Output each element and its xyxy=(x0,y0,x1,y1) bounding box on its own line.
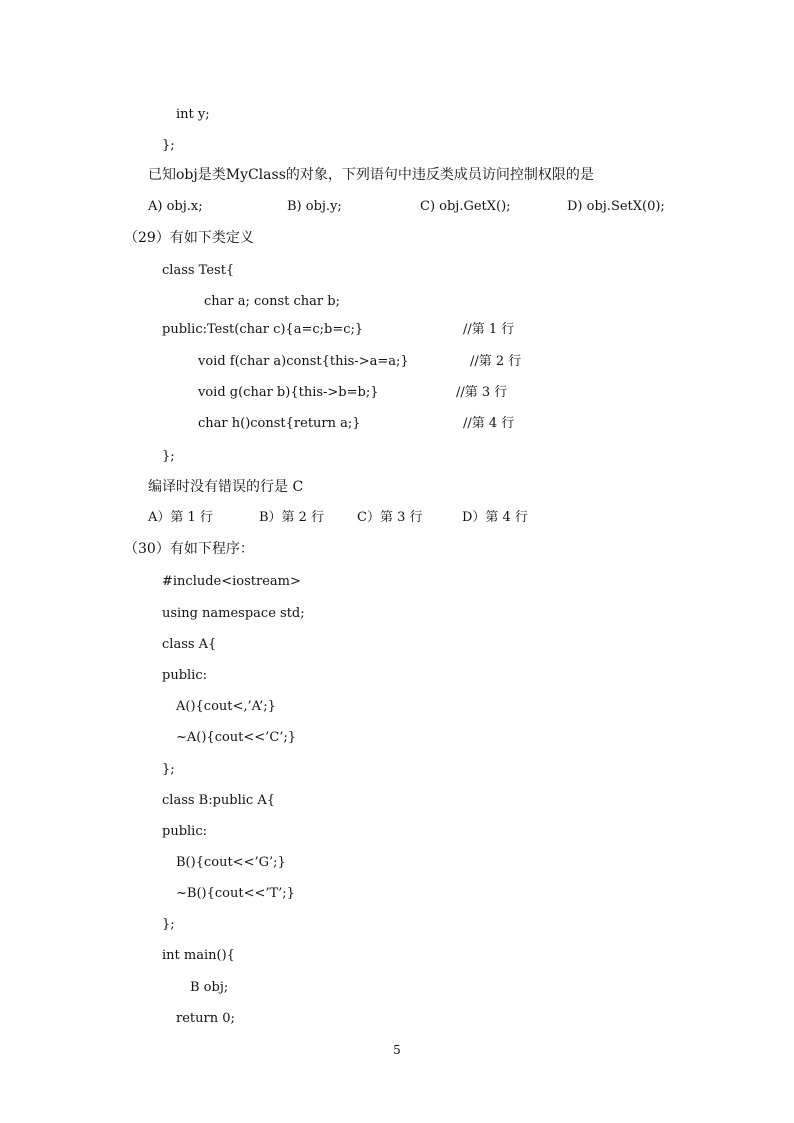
code-line: int y; xyxy=(176,107,210,122)
option-c: C) obj.GetX(); xyxy=(420,199,511,214)
code-line: class Test{ xyxy=(162,263,235,278)
code-line: #include<iostream> xyxy=(162,574,301,589)
code-line: void g(char b){this->b=b;} xyxy=(198,385,379,400)
code-line: using namespace std; xyxy=(162,606,305,621)
code-line: public: xyxy=(162,824,207,839)
code-line: B(){cout<<’G’;} xyxy=(176,855,286,870)
code-line: }; xyxy=(162,762,175,777)
code-comment: //第 1 行 xyxy=(463,322,515,337)
code-line: char h()const{return a;} xyxy=(198,416,361,431)
question-text: 已知obj是类MyClass的对象，下列语句中违反类成员访问控制权限的是 xyxy=(148,167,594,183)
code-line: ~A(){cout<<’C’;} xyxy=(176,730,297,745)
option-b: B) obj.y; xyxy=(287,199,342,214)
code-line: return 0; xyxy=(176,1011,235,1026)
code-comment: //第 2 行 xyxy=(470,354,522,369)
page-number: 5 xyxy=(393,1043,401,1057)
code-line: class A{ xyxy=(162,637,217,652)
option-d: D) obj.SetX(0); xyxy=(567,199,665,214)
code-line: void f(char a)const{this->a=a;} xyxy=(198,354,409,369)
code-line: public:Test(char c){a=c;b=c;} xyxy=(162,322,364,337)
code-line: class B:public A{ xyxy=(162,793,276,808)
question-heading: （29）有如下类定义 xyxy=(124,230,254,246)
question-text: 编译时没有错误的行是 C xyxy=(148,479,304,495)
code-line: A(){cout<,’A’;} xyxy=(176,699,276,714)
code-comment: //第 3 行 xyxy=(456,385,508,400)
code-line: char a; const char b; xyxy=(204,294,340,309)
option-d: D）第 4 行 xyxy=(462,510,528,525)
code-line: int main(){ xyxy=(162,948,235,963)
question-heading: （30）有如下程序： xyxy=(124,541,254,557)
option-a: A) obj.x; xyxy=(148,199,203,214)
option-c: C）第 3 行 xyxy=(357,510,423,525)
code-line: }; xyxy=(162,138,175,153)
code-line: }; xyxy=(162,449,175,464)
code-line: ~B(){cout<<’T’;} xyxy=(176,886,295,901)
code-line: B obj; xyxy=(190,980,229,995)
code-line: public: xyxy=(162,668,207,683)
option-b: B）第 2 行 xyxy=(259,510,325,525)
option-a: A）第 1 行 xyxy=(148,510,213,525)
code-line: }; xyxy=(162,917,175,932)
code-comment: //第 4 行 xyxy=(463,416,515,431)
